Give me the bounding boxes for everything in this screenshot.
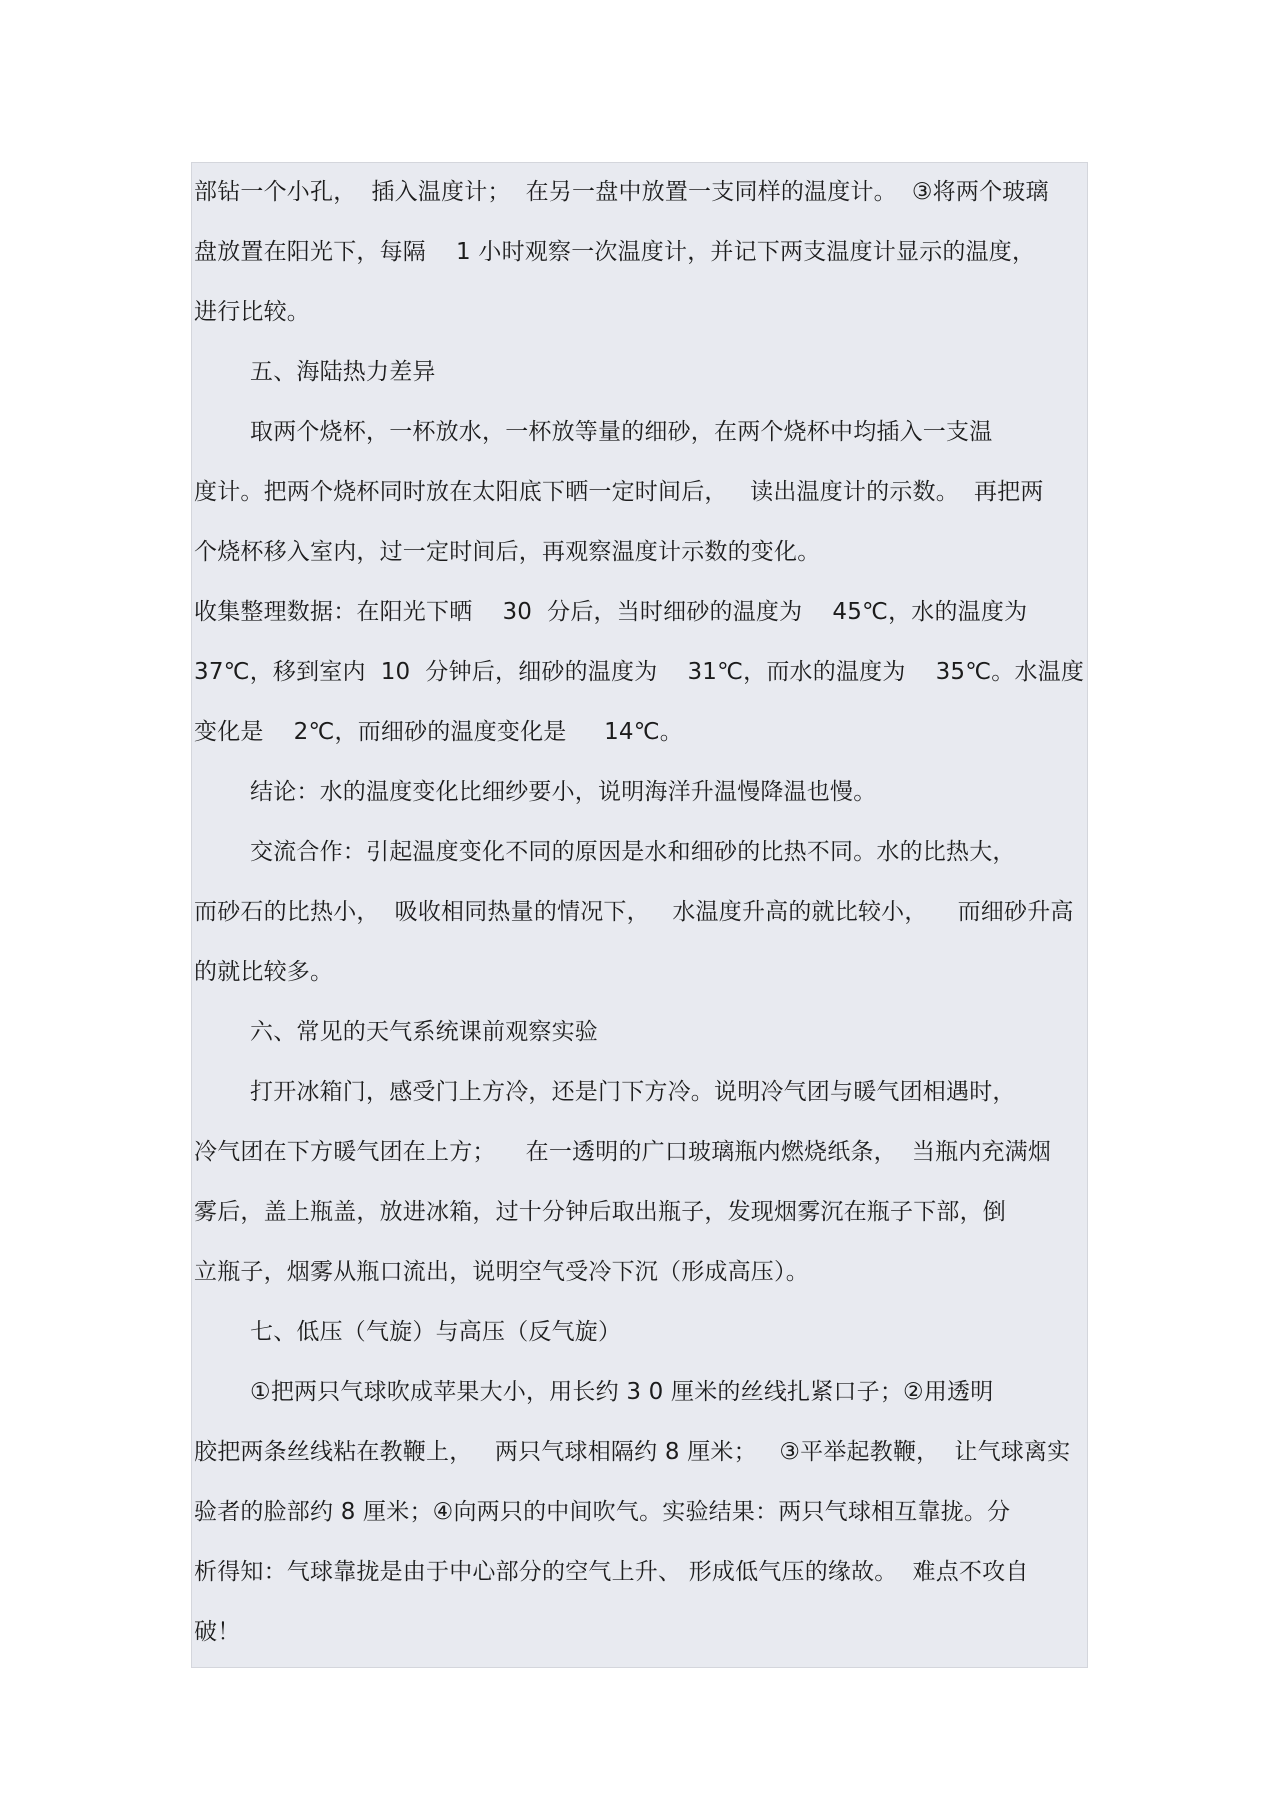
section-heading: 五、海陆热力差异 <box>250 359 436 385</box>
text-line: 雾后，盖上瓶盖，放进冰箱，过十分钟后取出瓶子，发现烟雾沉在瓶子下部，倒 <box>194 1199 1006 1225</box>
text-line: 析得知：气球靠拢是由于中心部分的空气上升、 形成低气压的缘故。 难点不攻自 <box>194 1559 1029 1585</box>
text-line: 打开冰箱门，感受门上方冷，还是门下方冷。说明冷气团与暖气团相遇时， <box>250 1079 1016 1105</box>
text-line: 37℃，移到室内 10 分钟后，细砂的温度为 31℃，而水的温度为 35℃。水温度 <box>194 659 1085 685</box>
section-heading: 七、低压（气旋）与高压（反气旋） <box>250 1319 622 1345</box>
text-line: 度计。把两个烧杯同时放在太阳底下晒一定时间后， 读出温度计的示数。 再把两 <box>194 479 1044 505</box>
text-line: 而砂石的比热小， 吸收相同热量的情况下， 水温度升高的就比较小， 而细砂升高 <box>194 899 1074 925</box>
section-heading: 六、常见的天气系统课前观察实验 <box>250 1019 598 1045</box>
text-line: 验者的脸部约 8 厘米；④向两只的中间吹气。实验结果：两只气球相互靠拢。分 <box>194 1499 1011 1525</box>
text-line: 部钻一个小孔， 插入温度计； 在另一盘中放置一支同样的温度计。 ③将两个玻璃 <box>194 179 1049 205</box>
text-line: 的就比较多。 <box>194 959 334 985</box>
text-line: 破！ <box>194 1619 241 1645</box>
text-line: 盘放置在阳光下，每隔 1 小时观察一次温度计，并记下两支温度计显示的温度， <box>194 239 1036 265</box>
text-line: 冷气团在下方暖气团在上方； 在一透明的广口玻璃瓶内燃烧纸条， 当瓶内充满烟 <box>194 1139 1052 1165</box>
text-line: 进行比较。 <box>194 299 310 325</box>
text-line: 收集整理数据：在阳光下晒 30 分后，当时细砂的温度为 45℃，水的温度为 <box>194 599 1028 625</box>
text-line: 结论：水的温度变化比细纱要小，说明海洋升温慢降温也慢。 <box>250 779 877 805</box>
text-line: ①把两只气球吹成苹果大小，用长约 3 0 厘米的丝线扎紧口子；②用透明 <box>250 1379 994 1405</box>
text-line: 个烧杯移入室内，过一定时间后，再观察温度计示数的变化。 <box>194 539 821 565</box>
text-line: 交流合作：引起温度变化不同的原因是水和细砂的比热不同。水的比热大， <box>250 839 1016 865</box>
text-line: 立瓶子，烟雾从瓶口流出，说明空气受冷下沉（形成高压）。 <box>194 1259 809 1285</box>
text-line: 变化是 2℃，而细砂的温度变化是 14℃。 <box>194 719 683 745</box>
text-line: 取两个烧杯，一杯放水，一杯放等量的细砂，在两个烧杯中均插入一支温 <box>250 419 993 445</box>
text-line: 胶把两条丝线粘在教鞭上， 两只气球相隔约 8 厘米； ③平举起教鞭， 让气球离实 <box>194 1439 1071 1465</box>
